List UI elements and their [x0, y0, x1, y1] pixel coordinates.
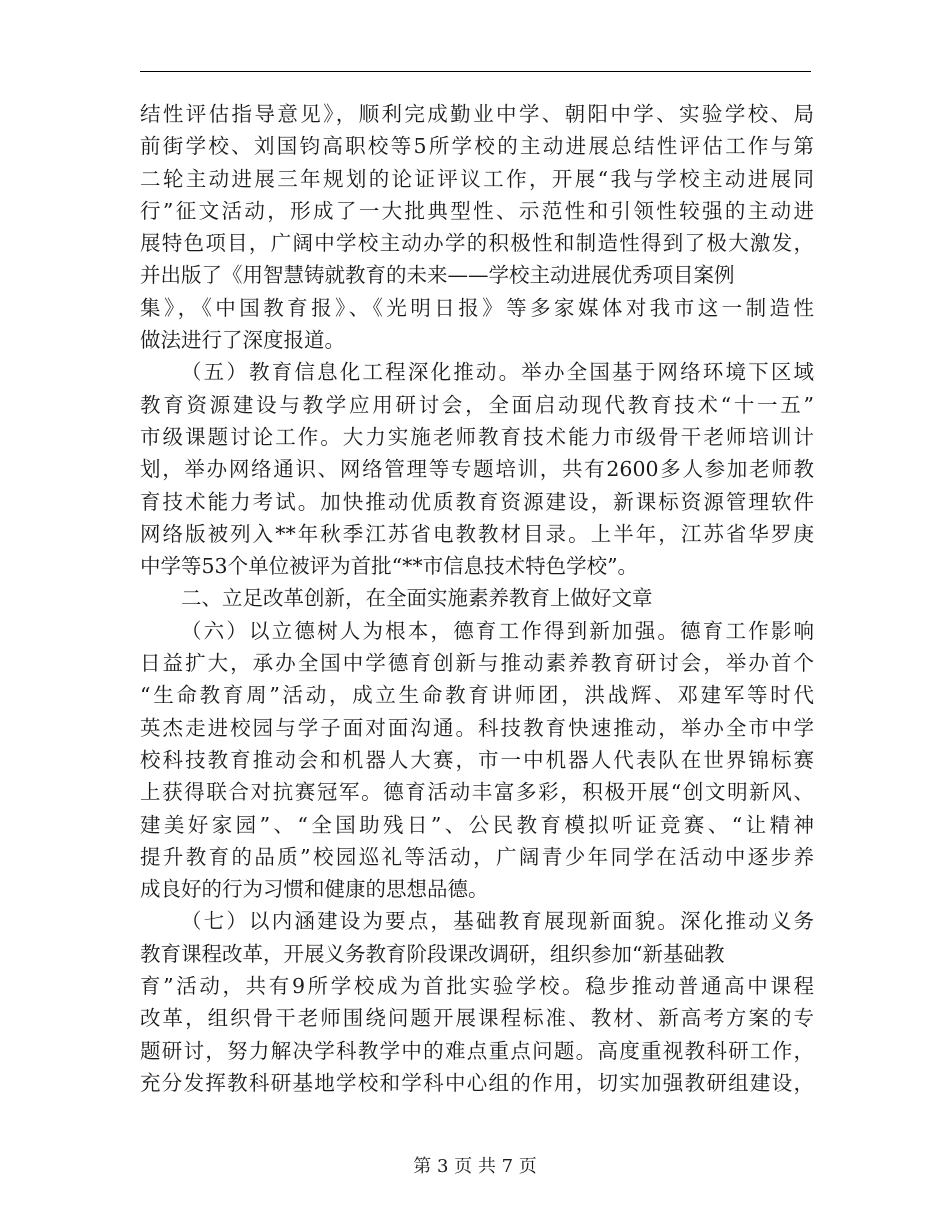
text-line: 上获得联合对抗赛冠军。德育活动丰富多彩，积极开展“创文明新风、	[140, 780, 814, 805]
text-line: 前街学校、刘国钧高职校等5所学校的主动进展总结性评估工作与第	[140, 134, 814, 159]
text-line: 二轮主动进展三年规划的论证评议工作，开展“我与学校主动进展同	[140, 166, 814, 191]
text-line: 题研讨，努力解决学科教学中的难点重点问题。高度重视教科研工作，	[140, 1038, 814, 1063]
text-line: 提升教育的品质”校园巡礼等活动，广阔青少年同学在活动中逐步养	[140, 844, 814, 869]
text-line: 育技术能力考试。加快推动优质教育资源建设，新课标资源管理软件	[140, 489, 814, 514]
text-line: 教育资源建设与教学应用研讨会，全面启动现代教育技术“十一五”	[140, 392, 814, 417]
text-line: （六）以立德树人为根本，德育工作得到新加强。德育工作影响	[181, 618, 814, 643]
text-line: 改革，组织骨干老师围绕问题开展课程标准、教材、新高考方案的专	[140, 1006, 814, 1031]
text-line: 展特色项目，广阔中学校主动办学的积极性和制造性得到了极大激发，	[140, 231, 814, 256]
text-line: 校科技教育推动会和机器人大赛，市一中机器人代表队在世界锦标赛	[140, 747, 814, 772]
text-line: 划，举办网络通识、网络管理等专题培训，共有2600多人参加老师教	[140, 457, 814, 482]
body-text	[140, 98, 814, 1099]
text-line: 结性评估指导意见》，顺利完成勤业中学、朝阳中学、实验学校、局	[140, 102, 814, 126]
text-line: 行”征文活动，形成了一大批典型性、示范性和引领性较强的主动进	[140, 198, 814, 223]
text-line: （五）教育信息化工程深化推动。举办全国基于网络环境下区域	[181, 360, 814, 385]
text-line: 市级课题讨论工作。大力实施老师教育技术能力市级骨干老师培训计	[140, 424, 814, 449]
page-number: 第 3 页 共 7 页	[413, 1156, 537, 1177]
text-line: “生命教育周”活动，成立生命教育讲师团，洪战辉、邓建军等时代	[140, 683, 814, 708]
section-heading: 二、立足改革创新，在全面实施素养教育上做好文章	[181, 586, 653, 611]
text-line: 充分发挥教科研基地学校和学科中心组的作用，切实加强教研组建设，	[140, 1070, 814, 1095]
text-line: 做法进行了深度报道。	[140, 328, 345, 353]
text-line: 教育课程改革，开展义务教育阶段课改调研，组织参加“新基础教	[140, 941, 725, 966]
text-line: 中学等53个单位被评为首批“**市信息技术特色学校”。	[140, 554, 639, 579]
text-line: 集》，《中国教育报》、《光明日报》等多家媒体对我市这一制造性	[140, 295, 814, 320]
text-line: 日益扩大，承办全国中学德育创新与推动素养教育研讨会，举办首个	[140, 651, 814, 676]
text-line: 英杰走进校园与学子面对面沟通。科技教育快速推动，举办全市中学	[140, 715, 814, 740]
header-rule	[140, 71, 811, 72]
text-line: 并出版了《用智慧铸就教育的未来——学校主动进展优秀项目案例	[140, 263, 735, 288]
text-line: 育”活动，共有9所学校成为首批实验学校。稳步推动普通高中课程	[140, 974, 814, 999]
text-line: （七）以内涵建设为要点，基础教育展现新面貌。深化推动义务	[181, 909, 814, 934]
text-line: 网络版被列入**年秋季江苏省电教教材目录。上半年，江苏省华罗庚	[140, 521, 814, 546]
text-line: 建美好家园”、“全国助残日”、公民教育模拟听证竞赛、“让精神	[140, 812, 814, 837]
text-line: 成良好的行为习惯和健康的思想品德。	[140, 877, 489, 902]
